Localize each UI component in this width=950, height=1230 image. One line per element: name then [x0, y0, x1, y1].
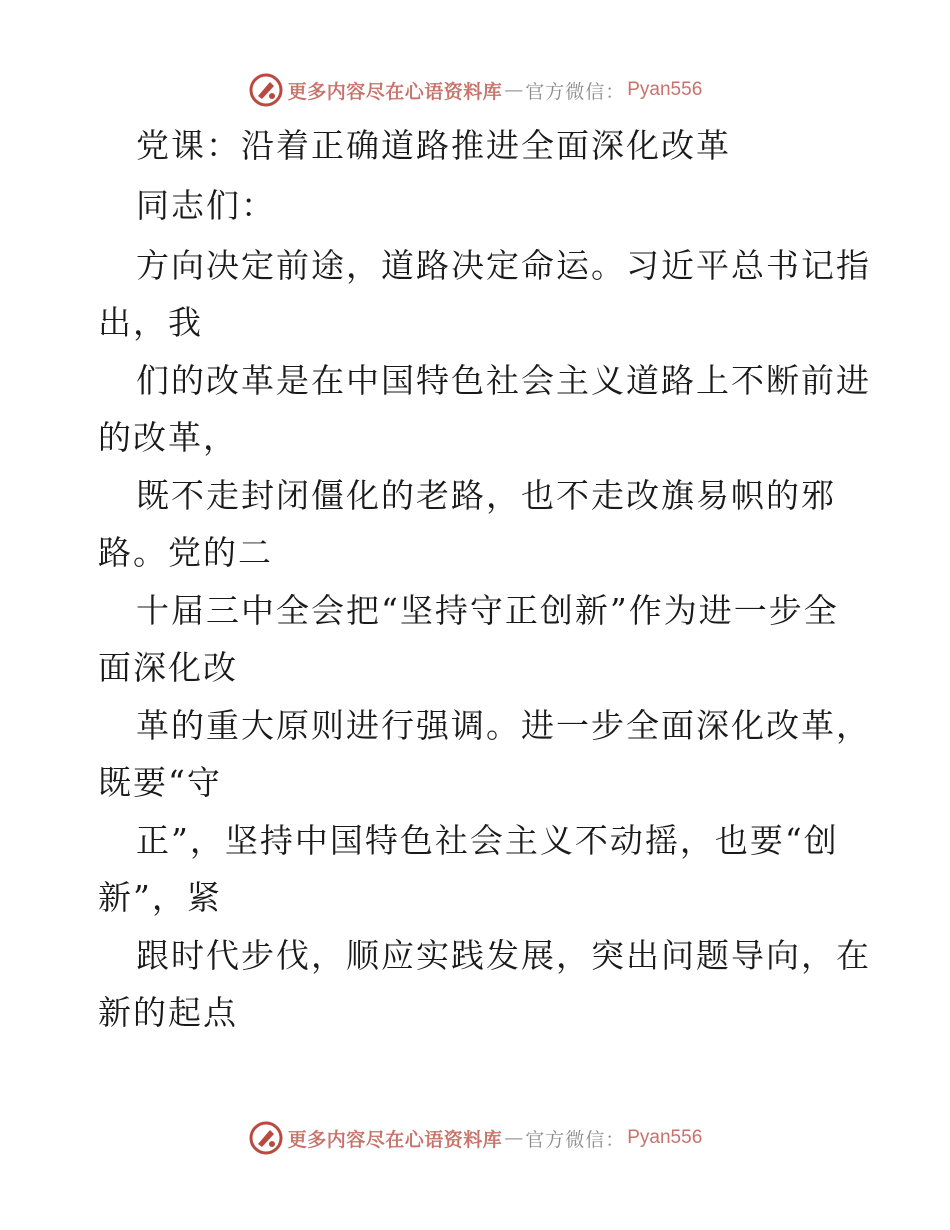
paragraph-line: 的改革， — [98, 418, 238, 457]
paragraph-line: 革的重大原则进行强调。进一步全面深化改革， — [136, 706, 871, 745]
wechat-id: Pyan556 — [627, 1127, 703, 1148]
paragraph-line: 路。党的二 — [98, 533, 273, 572]
banner-dash: — — [504, 79, 524, 101]
paragraph-line: 面深化改 — [98, 648, 238, 687]
salutation: 同志们： — [136, 186, 276, 225]
brand-logo-icon — [248, 1120, 284, 1156]
footer-banner — [0, 1118, 950, 1158]
brand-text: 更多内容尽在心语资料库 — [287, 1128, 503, 1151]
paragraph-line: 十届三中全会把“坚持守正创新”作为进一步全 — [136, 591, 839, 630]
brand-text: 更多内容尽在心语资料库 — [287, 80, 503, 103]
paragraph-line: 新的起点 — [98, 993, 238, 1032]
paragraph-line: 新”，紧 — [98, 878, 222, 917]
wechat-label: 官方微信： — [525, 1128, 626, 1151]
wechat-id: Pyan556 — [627, 79, 703, 100]
document-title: 党课：沿着正确道路推进全面深化改革 — [136, 126, 731, 165]
paragraph-line: 跟时代步伐，顺应实践发展，突出问题导向，在 — [136, 936, 871, 975]
paragraph-line: 既不走封闭僵化的老路，也不走改旗易帜的邪 — [136, 476, 836, 515]
paragraph-line: 方向决定前途，道路决定命运。习近平总书记指 — [136, 246, 871, 285]
paragraph-line: 出，我 — [98, 303, 203, 342]
paragraph-line: 正”，坚持中国特色社会主义不动摇，也要“创 — [136, 821, 839, 860]
paragraph-line: 们的改革是在中国特色社会主义道路上不断前进 — [136, 361, 871, 400]
banner-dash: — — [504, 1127, 524, 1149]
wechat-label: 官方微信： — [525, 80, 626, 103]
paragraph-line: 既要“守 — [98, 763, 222, 802]
